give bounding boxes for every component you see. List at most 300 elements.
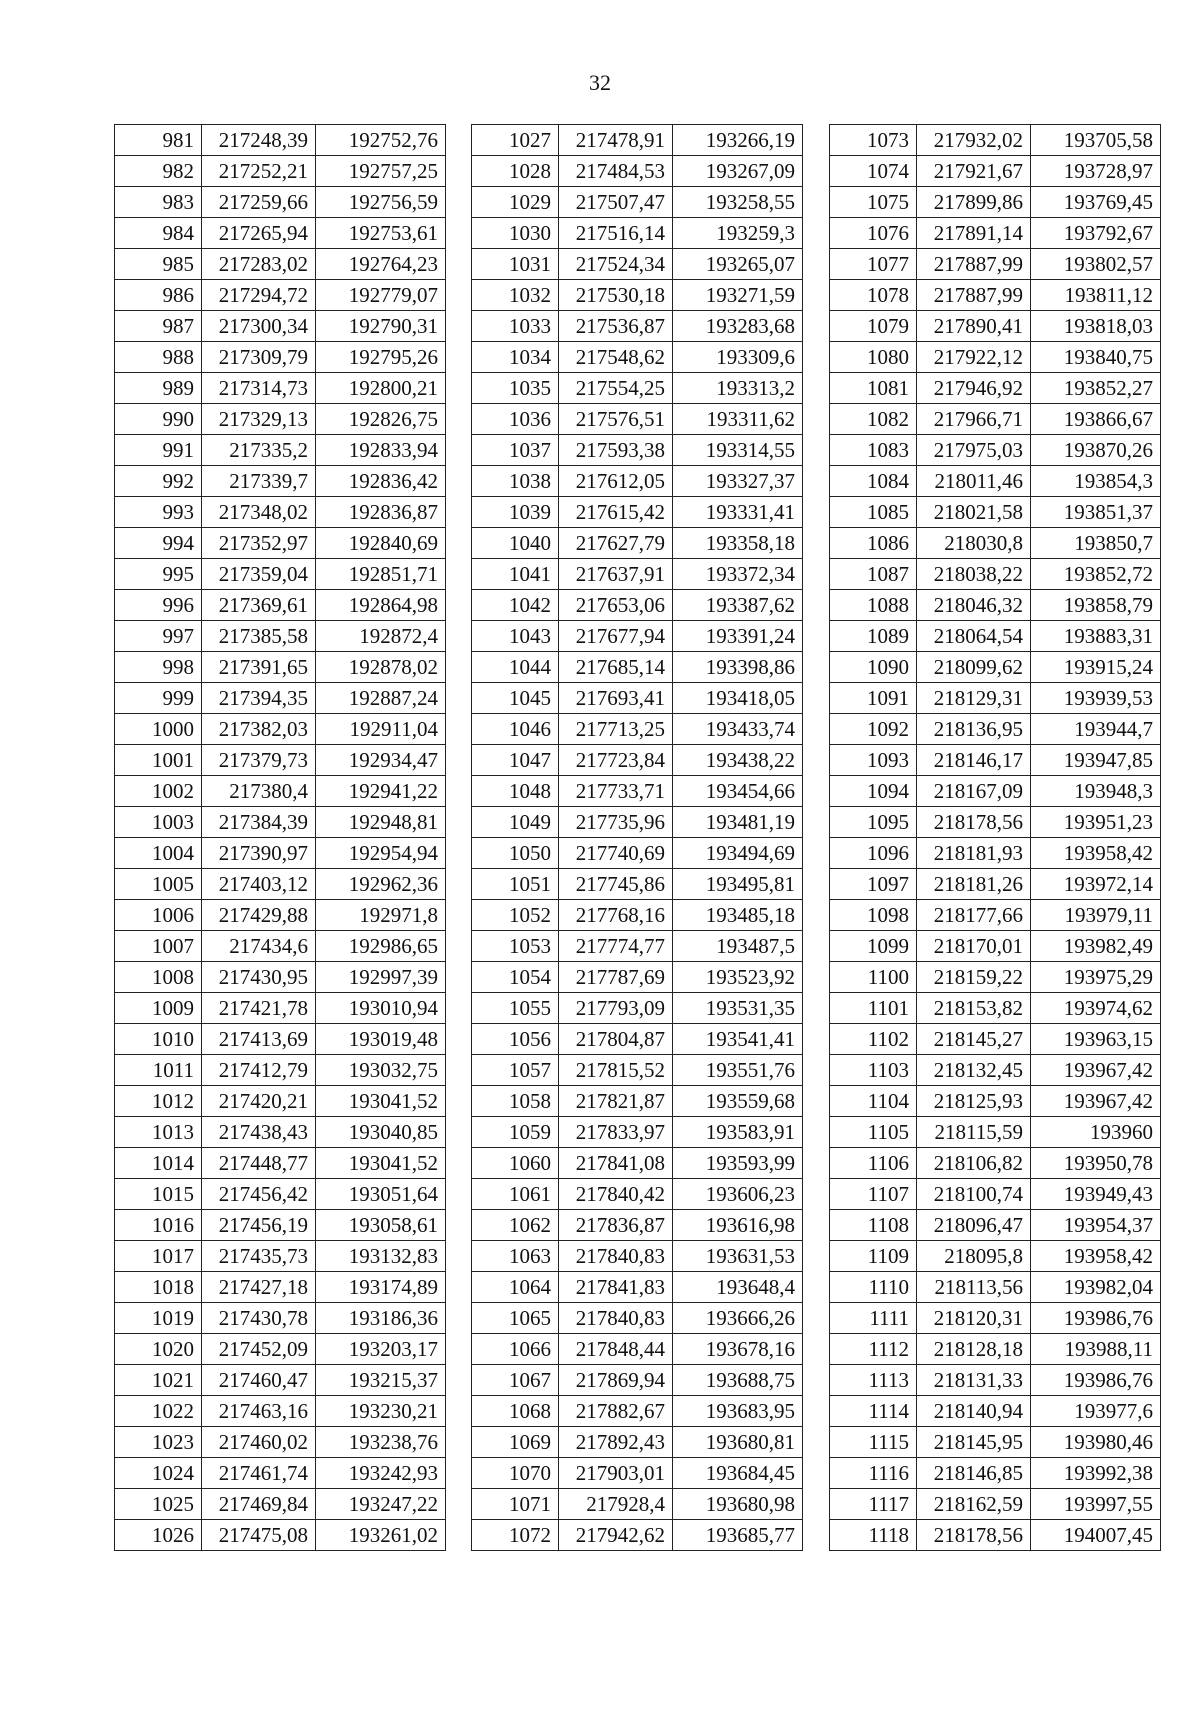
- x-coordinate-cell: 217887,99: [917, 249, 1031, 280]
- table-row: [115, 311, 446, 342]
- point-number-cell: 994: [115, 528, 202, 559]
- y-coordinate-cell: 193215,37: [316, 1365, 446, 1396]
- x-coordinate-cell: 217403,12: [202, 869, 316, 900]
- x-coordinate-cell: 218146,17: [917, 745, 1031, 776]
- y-coordinate-cell: 193977,6: [1031, 1396, 1161, 1427]
- point-number-cell: 1014: [115, 1148, 202, 1179]
- y-coordinate-cell: 193967,42: [1031, 1055, 1161, 1086]
- y-coordinate-cell: 192753,61: [316, 218, 446, 249]
- table-row: [830, 1303, 1161, 1334]
- y-coordinate-cell: 192752,76: [316, 125, 446, 156]
- x-coordinate-cell: 218096,47: [917, 1210, 1031, 1241]
- table-row: [472, 1489, 803, 1520]
- table-row: [830, 621, 1161, 652]
- point-number-cell: 998: [115, 652, 202, 683]
- point-number-cell: 1081: [830, 373, 917, 404]
- y-coordinate-cell: 193531,35: [673, 993, 803, 1024]
- table-row: [472, 652, 803, 683]
- x-coordinate-cell: 217787,69: [559, 962, 673, 993]
- x-coordinate-cell: 217840,83: [559, 1241, 673, 1272]
- point-number-cell: 1088: [830, 590, 917, 621]
- point-number-cell: 1109: [830, 1241, 917, 1272]
- point-number-cell: 1113: [830, 1365, 917, 1396]
- table-row: [115, 590, 446, 621]
- y-coordinate-cell: 193858,79: [1031, 590, 1161, 621]
- point-number-cell: 1053: [472, 931, 559, 962]
- y-coordinate-cell: 193992,38: [1031, 1458, 1161, 1489]
- table-row: [115, 280, 446, 311]
- x-coordinate-cell: 217869,94: [559, 1365, 673, 1396]
- y-coordinate-cell: 193267,09: [673, 156, 803, 187]
- point-number-cell: 1032: [472, 280, 559, 311]
- table-row: [115, 807, 446, 838]
- x-coordinate-cell: 217713,25: [559, 714, 673, 745]
- y-coordinate-cell: 193551,76: [673, 1055, 803, 1086]
- x-coordinate-cell: 218095,8: [917, 1241, 1031, 1272]
- table-row: [115, 466, 446, 497]
- table-row: [830, 466, 1161, 497]
- point-number-cell: 1093: [830, 745, 917, 776]
- table-row: [472, 962, 803, 993]
- point-number-cell: 1074: [830, 156, 917, 187]
- point-number-cell: 982: [115, 156, 202, 187]
- point-number-cell: 995: [115, 559, 202, 590]
- point-number-cell: 1018: [115, 1272, 202, 1303]
- point-number-cell: 1031: [472, 249, 559, 280]
- point-number-cell: 1036: [472, 404, 559, 435]
- x-coordinate-cell: 217294,72: [202, 280, 316, 311]
- x-coordinate-cell: 218178,56: [917, 1520, 1031, 1551]
- y-coordinate-cell: 193958,42: [1031, 838, 1161, 869]
- page-number: 32: [589, 70, 611, 95]
- table-row: [472, 1024, 803, 1055]
- point-number-cell: 1047: [472, 745, 559, 776]
- table-row: [472, 404, 803, 435]
- table-row: [472, 714, 803, 745]
- x-coordinate-cell: 217420,21: [202, 1086, 316, 1117]
- point-number-cell: 1076: [830, 218, 917, 249]
- y-coordinate-cell: 192997,39: [316, 962, 446, 993]
- y-coordinate-cell: 193866,67: [1031, 404, 1161, 435]
- x-coordinate-cell: 218011,46: [917, 466, 1031, 497]
- y-coordinate-cell: 193948,3: [1031, 776, 1161, 807]
- y-coordinate-cell: 192826,75: [316, 404, 446, 435]
- x-coordinate-cell: 217740,69: [559, 838, 673, 869]
- y-coordinate-cell: 193314,55: [673, 435, 803, 466]
- point-number-cell: 1060: [472, 1148, 559, 1179]
- point-number-cell: 1111: [830, 1303, 917, 1334]
- x-coordinate-cell: 217283,02: [202, 249, 316, 280]
- x-coordinate-cell: 218106,82: [917, 1148, 1031, 1179]
- point-number-cell: 1054: [472, 962, 559, 993]
- table-row: [830, 1210, 1161, 1241]
- table-row: [472, 776, 803, 807]
- x-coordinate-cell: 218136,95: [917, 714, 1031, 745]
- point-number-cell: 1021: [115, 1365, 202, 1396]
- x-coordinate-cell: 217723,84: [559, 745, 673, 776]
- x-coordinate-cell: 218145,95: [917, 1427, 1031, 1458]
- point-number-cell: 1003: [115, 807, 202, 838]
- point-number-cell: 1066: [472, 1334, 559, 1365]
- point-number-cell: 1069: [472, 1427, 559, 1458]
- x-coordinate-cell: 218181,93: [917, 838, 1031, 869]
- table-row: [115, 1210, 446, 1241]
- y-coordinate-cell: 193266,19: [673, 125, 803, 156]
- point-number-cell: 1024: [115, 1458, 202, 1489]
- table-row: [115, 1365, 446, 1396]
- y-coordinate-cell: 192851,71: [316, 559, 446, 590]
- point-number-cell: 1034: [472, 342, 559, 373]
- table-row: [115, 125, 446, 156]
- table-row: [472, 311, 803, 342]
- y-coordinate-cell: 193271,59: [673, 280, 803, 311]
- x-coordinate-cell: 217394,35: [202, 683, 316, 714]
- x-coordinate-cell: 217469,84: [202, 1489, 316, 1520]
- y-coordinate-cell: 192840,69: [316, 528, 446, 559]
- x-coordinate-cell: 217456,42: [202, 1179, 316, 1210]
- table-row: [115, 931, 446, 962]
- table-row: [115, 1024, 446, 1055]
- table-row: [830, 1117, 1161, 1148]
- y-coordinate-cell: 193883,31: [1031, 621, 1161, 652]
- point-number-cell: 1067: [472, 1365, 559, 1396]
- y-coordinate-cell: 192878,02: [316, 652, 446, 683]
- x-coordinate-cell: 217429,88: [202, 900, 316, 931]
- x-coordinate-cell: 217615,42: [559, 497, 673, 528]
- point-number-cell: 1103: [830, 1055, 917, 1086]
- x-coordinate-cell: 218100,74: [917, 1179, 1031, 1210]
- y-coordinate-cell: 193963,15: [1031, 1024, 1161, 1055]
- y-coordinate-cell: 193684,45: [673, 1458, 803, 1489]
- y-coordinate-cell: 193666,26: [673, 1303, 803, 1334]
- table-row: [472, 559, 803, 590]
- y-coordinate-cell: 193186,36: [316, 1303, 446, 1334]
- x-coordinate-cell: 218046,32: [917, 590, 1031, 621]
- table-row: [472, 745, 803, 776]
- y-coordinate-cell: 193051,64: [316, 1179, 446, 1210]
- y-coordinate-cell: 193951,23: [1031, 807, 1161, 838]
- y-coordinate-cell: 193309,6: [673, 342, 803, 373]
- y-coordinate-cell: 193041,52: [316, 1148, 446, 1179]
- y-coordinate-cell: 192962,36: [316, 869, 446, 900]
- table-row: [115, 249, 446, 280]
- y-coordinate-cell: 193648,4: [673, 1272, 803, 1303]
- table-row: [472, 993, 803, 1024]
- y-coordinate-cell: 193997,55: [1031, 1489, 1161, 1520]
- x-coordinate-cell: 217903,01: [559, 1458, 673, 1489]
- point-number-cell: 1002: [115, 776, 202, 807]
- x-coordinate-cell: 217484,53: [559, 156, 673, 187]
- x-coordinate-cell: 217975,03: [917, 435, 1031, 466]
- y-coordinate-cell: 193058,61: [316, 1210, 446, 1241]
- point-number-cell: 1006: [115, 900, 202, 931]
- y-coordinate-cell: 193032,75: [316, 1055, 446, 1086]
- y-coordinate-cell: 193487,5: [673, 931, 803, 962]
- x-coordinate-cell: 217460,02: [202, 1427, 316, 1458]
- point-number-cell: 987: [115, 311, 202, 342]
- x-coordinate-cell: 217841,83: [559, 1272, 673, 1303]
- table-row: [830, 497, 1161, 528]
- point-number-cell: 986: [115, 280, 202, 311]
- y-coordinate-cell: 193680,98: [673, 1489, 803, 1520]
- x-coordinate-cell: 217329,13: [202, 404, 316, 435]
- y-coordinate-cell: 193728,97: [1031, 156, 1161, 187]
- table-row: [115, 683, 446, 714]
- point-number-cell: 1105: [830, 1117, 917, 1148]
- table-row: [830, 652, 1161, 683]
- y-coordinate-cell: 193852,72: [1031, 559, 1161, 590]
- point-number-cell: 1112: [830, 1334, 917, 1365]
- x-coordinate-cell: 218159,22: [917, 962, 1031, 993]
- y-coordinate-cell: 193944,7: [1031, 714, 1161, 745]
- table-row: [830, 807, 1161, 838]
- x-coordinate-cell: 217774,77: [559, 931, 673, 962]
- x-coordinate-cell: 218131,33: [917, 1365, 1031, 1396]
- point-number-cell: 1048: [472, 776, 559, 807]
- table-row: [472, 125, 803, 156]
- y-coordinate-cell: 193769,45: [1031, 187, 1161, 218]
- y-coordinate-cell: 193802,57: [1031, 249, 1161, 280]
- x-coordinate-cell: 218140,94: [917, 1396, 1031, 1427]
- y-coordinate-cell: 193019,48: [316, 1024, 446, 1055]
- point-number-cell: 1075: [830, 187, 917, 218]
- table-row: [115, 1334, 446, 1365]
- x-coordinate-cell: 217890,41: [917, 311, 1031, 342]
- y-coordinate-cell: 193975,29: [1031, 962, 1161, 993]
- y-coordinate-cell: 193850,7: [1031, 528, 1161, 559]
- y-coordinate-cell: 192948,81: [316, 807, 446, 838]
- point-number-cell: 1038: [472, 466, 559, 497]
- y-coordinate-cell: 193593,99: [673, 1148, 803, 1179]
- point-number-cell: 1116: [830, 1458, 917, 1489]
- y-coordinate-cell: 193494,69: [673, 838, 803, 869]
- table-row: [472, 590, 803, 621]
- y-coordinate-cell: 192934,47: [316, 745, 446, 776]
- table-row: [472, 1241, 803, 1272]
- point-number-cell: 1073: [830, 125, 917, 156]
- point-number-cell: 1095: [830, 807, 917, 838]
- x-coordinate-cell: 217627,79: [559, 528, 673, 559]
- point-number-cell: 1005: [115, 869, 202, 900]
- table-row: [115, 435, 446, 466]
- table-row: [472, 435, 803, 466]
- point-number-cell: 1045: [472, 683, 559, 714]
- table-row: [472, 1148, 803, 1179]
- table-row: [115, 1458, 446, 1489]
- table-row: [115, 1489, 446, 1520]
- y-coordinate-cell: 193606,23: [673, 1179, 803, 1210]
- point-number-cell: 1046: [472, 714, 559, 745]
- point-number-cell: 1007: [115, 931, 202, 962]
- point-number-cell: 1042: [472, 590, 559, 621]
- table-row: [830, 373, 1161, 404]
- table-row: [830, 435, 1161, 466]
- table-row: [472, 1334, 803, 1365]
- x-coordinate-cell: 217942,62: [559, 1520, 673, 1551]
- point-number-cell: 1062: [472, 1210, 559, 1241]
- y-coordinate-cell: 193258,55: [673, 187, 803, 218]
- x-coordinate-cell: 217412,79: [202, 1055, 316, 1086]
- point-number-cell: 1085: [830, 497, 917, 528]
- table-row: [115, 1117, 446, 1148]
- table-row: [830, 1458, 1161, 1489]
- y-coordinate-cell: 193238,76: [316, 1427, 446, 1458]
- point-number-cell: 1019: [115, 1303, 202, 1334]
- y-coordinate-cell: 193631,53: [673, 1241, 803, 1272]
- table-row: [115, 869, 446, 900]
- point-number-cell: 1050: [472, 838, 559, 869]
- x-coordinate-cell: 217840,83: [559, 1303, 673, 1334]
- y-coordinate-cell: 193870,26: [1031, 435, 1161, 466]
- y-coordinate-cell: 193230,21: [316, 1396, 446, 1427]
- table-row: [830, 714, 1161, 745]
- x-coordinate-cell: 217637,91: [559, 559, 673, 590]
- x-coordinate-cell: 217836,87: [559, 1210, 673, 1241]
- x-coordinate-cell: 217352,97: [202, 528, 316, 559]
- x-coordinate-cell: 217815,52: [559, 1055, 673, 1086]
- x-coordinate-cell: 218099,62: [917, 652, 1031, 683]
- point-number-cell: 1097: [830, 869, 917, 900]
- x-coordinate-cell: 218115,59: [917, 1117, 1031, 1148]
- point-number-cell: 989: [115, 373, 202, 404]
- y-coordinate-cell: 193680,81: [673, 1427, 803, 1458]
- point-number-cell: 997: [115, 621, 202, 652]
- x-coordinate-cell: 217369,61: [202, 590, 316, 621]
- y-coordinate-cell: 193398,86: [673, 652, 803, 683]
- y-coordinate-cell: 192836,87: [316, 497, 446, 528]
- y-coordinate-cell: 193988,11: [1031, 1334, 1161, 1365]
- point-number-cell: 996: [115, 590, 202, 621]
- table-row: [115, 621, 446, 652]
- point-number-cell: 1080: [830, 342, 917, 373]
- x-coordinate-cell: 217435,73: [202, 1241, 316, 1272]
- point-number-cell: 1082: [830, 404, 917, 435]
- table-row: [115, 187, 446, 218]
- y-coordinate-cell: 192971,8: [316, 900, 446, 931]
- y-coordinate-cell: 193678,16: [673, 1334, 803, 1365]
- table-row: [472, 683, 803, 714]
- y-coordinate-cell: 193939,53: [1031, 683, 1161, 714]
- point-number-cell: 1102: [830, 1024, 917, 1055]
- point-number-cell: 1071: [472, 1489, 559, 1520]
- point-number-cell: 1056: [472, 1024, 559, 1055]
- x-coordinate-cell: 217385,58: [202, 621, 316, 652]
- y-coordinate-cell: 192757,25: [316, 156, 446, 187]
- x-coordinate-cell: 217475,08: [202, 1520, 316, 1551]
- point-number-cell: 988: [115, 342, 202, 373]
- x-coordinate-cell: 217536,87: [559, 311, 673, 342]
- point-number-cell: 1001: [115, 745, 202, 776]
- table-row: [472, 1117, 803, 1148]
- x-coordinate-cell: 217339,7: [202, 466, 316, 497]
- y-coordinate-cell: 193261,02: [316, 1520, 446, 1551]
- y-coordinate-cell: 193391,24: [673, 621, 803, 652]
- table-row: [472, 156, 803, 187]
- y-coordinate-cell: 193358,18: [673, 528, 803, 559]
- x-coordinate-cell: 217554,25: [559, 373, 673, 404]
- x-coordinate-cell: 217735,96: [559, 807, 673, 838]
- x-coordinate-cell: 217314,73: [202, 373, 316, 404]
- y-coordinate-cell: 192764,23: [316, 249, 446, 280]
- point-number-cell: 1107: [830, 1179, 917, 1210]
- x-coordinate-cell: 217413,69: [202, 1024, 316, 1055]
- x-coordinate-cell: 217478,91: [559, 125, 673, 156]
- table-row: [115, 373, 446, 404]
- x-coordinate-cell: 217922,12: [917, 342, 1031, 373]
- y-coordinate-cell: 193372,34: [673, 559, 803, 590]
- y-coordinate-cell: 193438,22: [673, 745, 803, 776]
- x-coordinate-cell: 217653,06: [559, 590, 673, 621]
- y-coordinate-cell: 193960: [1031, 1117, 1161, 1148]
- table-row: [830, 1179, 1161, 1210]
- table-row: [472, 1427, 803, 1458]
- y-coordinate-cell: 193174,89: [316, 1272, 446, 1303]
- table-row: [472, 1458, 803, 1489]
- y-coordinate-cell: 192941,22: [316, 776, 446, 807]
- table-row: [830, 900, 1161, 931]
- y-coordinate-cell: 193947,85: [1031, 745, 1161, 776]
- x-coordinate-cell: 217434,6: [202, 931, 316, 962]
- point-number-cell: 984: [115, 218, 202, 249]
- table-row: [830, 776, 1161, 807]
- x-coordinate-cell: 217460,47: [202, 1365, 316, 1396]
- x-coordinate-cell: 217576,51: [559, 404, 673, 435]
- point-number-cell: 1083: [830, 435, 917, 466]
- table-row: [472, 466, 803, 497]
- table-row: [472, 1396, 803, 1427]
- point-number-cell: 1023: [115, 1427, 202, 1458]
- y-coordinate-cell: 193041,52: [316, 1086, 446, 1117]
- y-coordinate-cell: 193523,92: [673, 962, 803, 993]
- point-number-cell: 1114: [830, 1396, 917, 1427]
- table-row: [472, 1086, 803, 1117]
- y-coordinate-cell: 193010,94: [316, 993, 446, 1024]
- x-coordinate-cell: 217804,87: [559, 1024, 673, 1055]
- table-row: [830, 156, 1161, 187]
- point-number-cell: 1030: [472, 218, 559, 249]
- x-coordinate-cell: 217887,99: [917, 280, 1031, 311]
- coordinates-table-1: [114, 124, 446, 1551]
- y-coordinate-cell: 193283,68: [673, 311, 803, 342]
- point-number-cell: 1063: [472, 1241, 559, 1272]
- y-coordinate-cell: 193242,93: [316, 1458, 446, 1489]
- table-row: [830, 931, 1161, 962]
- x-coordinate-cell: 217548,62: [559, 342, 673, 373]
- y-coordinate-cell: 192911,04: [316, 714, 446, 745]
- table-row: [830, 311, 1161, 342]
- x-coordinate-cell: 217390,97: [202, 838, 316, 869]
- table-row: [115, 1241, 446, 1272]
- x-coordinate-cell: 217928,4: [559, 1489, 673, 1520]
- table-row: [472, 1303, 803, 1334]
- table-row: [472, 1365, 803, 1396]
- y-coordinate-cell: 192836,42: [316, 466, 446, 497]
- point-number-cell: 1061: [472, 1179, 559, 1210]
- x-coordinate-cell: 217733,71: [559, 776, 673, 807]
- table-row: [115, 1303, 446, 1334]
- x-coordinate-cell: 217430,78: [202, 1303, 316, 1334]
- x-coordinate-cell: 217252,21: [202, 156, 316, 187]
- point-number-cell: 1070: [472, 1458, 559, 1489]
- table-row: [830, 559, 1161, 590]
- table-row: [830, 125, 1161, 156]
- y-coordinate-cell: 193259,3: [673, 218, 803, 249]
- x-coordinate-cell: 217530,18: [559, 280, 673, 311]
- x-coordinate-cell: 217841,08: [559, 1148, 673, 1179]
- table-row: [472, 218, 803, 249]
- x-coordinate-cell: 217300,34: [202, 311, 316, 342]
- y-coordinate-cell: 193972,14: [1031, 869, 1161, 900]
